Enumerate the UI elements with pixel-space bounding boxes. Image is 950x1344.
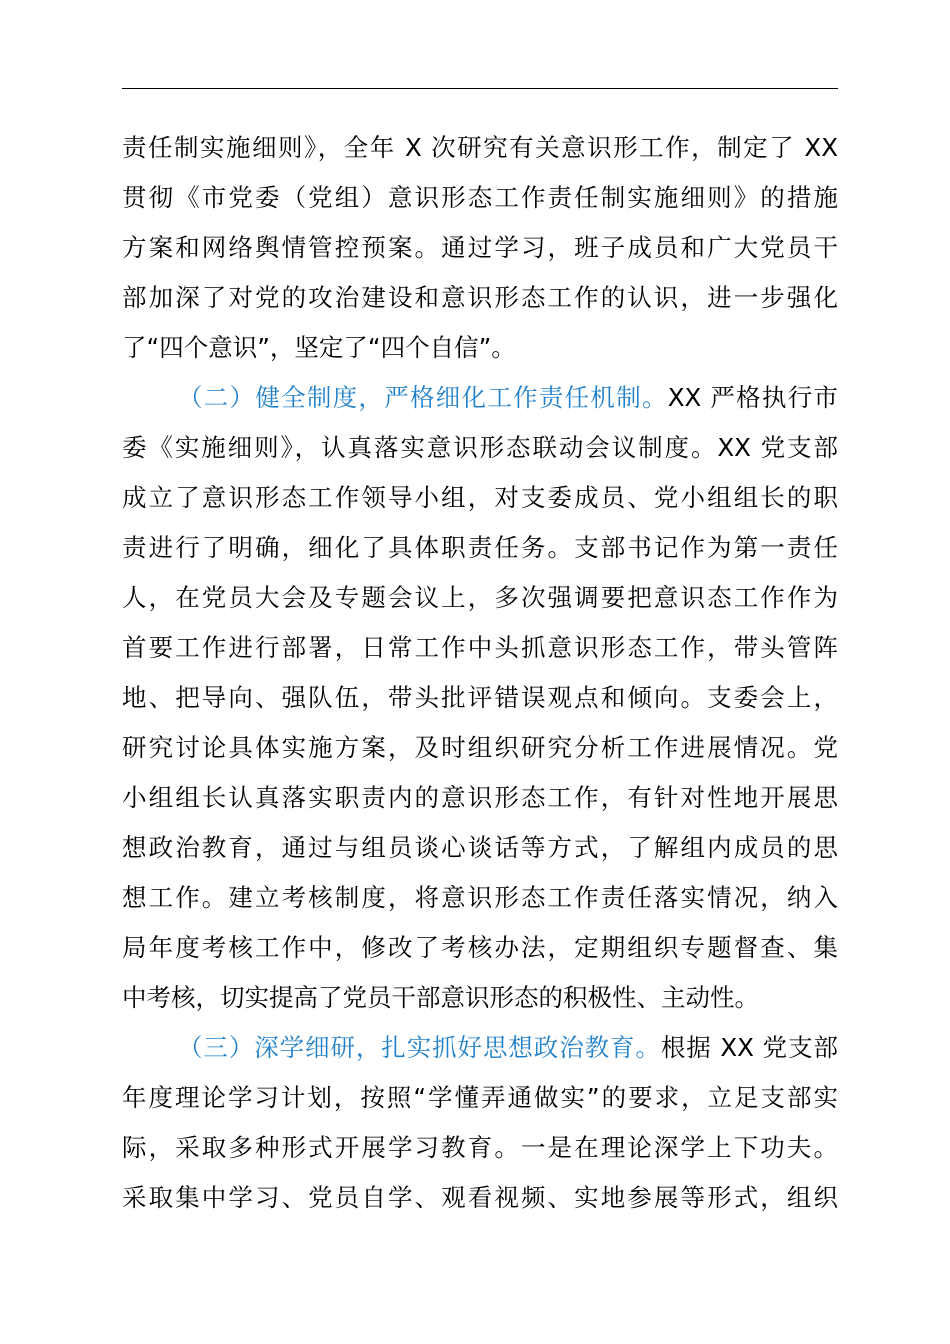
para2-line: 小组组长认真落实职责内的意识形态工作，有针对性地开展思: [122, 783, 838, 812]
para2-line: 委《实施细则》，认真落实意识形态联动会议制度。XX 党支部: [122, 433, 838, 462]
para2-line: 成立了意识形态工作领导小组，对支委成员、党小组组长的职: [122, 483, 838, 512]
section-heading-2: （二）健全制度，严格细化工作责任机制。: [178, 383, 668, 412]
para3-first-line-text: 根据 XX 党支部: [660, 1033, 838, 1062]
para2-first-line: [122, 373, 838, 423]
para3-line: 年度理论学习计划，按照“学懂弄通做实”的要求，立足支部实: [122, 1083, 838, 1112]
para1-line: 了“四个意识”，坚定了“四个自信”。: [122, 333, 516, 362]
para2-line: 想政治教育，通过与组员谈心谈话等方式，了解组内成员的思: [122, 833, 838, 862]
para2-line: 局年度考核工作中，修改了考核办法，定期组织专题督查、集: [122, 933, 838, 962]
para2-line: 责进行了明确，细化了具体职责任务。支部书记作为第一责任: [122, 533, 838, 562]
para3-line: 采取集中学习、党员自学、观看视频、实地参展等形式，组织: [122, 1183, 838, 1212]
para2-line: 人，在党员大会及专题会议上，多次强调要把意识态工作作为: [122, 583, 838, 612]
para2-line: 想工作。建立考核制度，将意识形态工作责任落实情况，纳入: [122, 883, 838, 912]
para2-line: 中考核，切实提高了党员干部意识形态的积极性、主动性。: [122, 983, 759, 1012]
para2-line: 首要工作进行部署，日常工作中头抓意识形态工作，带头管阵: [122, 633, 838, 662]
header-rule: [122, 88, 838, 89]
document-body: [122, 123, 838, 1223]
para1-line: 部加深了对党的攻治建设和意识形态工作的认识，进一步强化: [122, 283, 838, 312]
para3-first-line: [122, 1023, 838, 1073]
para2-line: 研究讨论具体实施方案，及时组织研究分析工作进展情况。党: [122, 733, 838, 762]
para2-first-line-text: XX 严格执行市: [667, 383, 838, 412]
section-heading-3: （三）深学细研，扎实抓好思想政治教育。: [178, 1033, 661, 1062]
para2-line: 地、把导向、强队伍，带头批评错误观点和倾向。支委会上，: [122, 683, 838, 712]
para1-line: 责任制实施细则》，全年 X 次研究有关意识形工作，制定了 XX: [122, 133, 838, 162]
para3-line: 际，采取多种形式开展学习教育。一是在理论深学上下功夫。: [122, 1133, 838, 1162]
para1-line: 方案和网络舆情管控预案。通过学习，班子成员和广大党员干: [122, 233, 838, 262]
para1-line: 贯彻《市党委（党组）意识形态工作责任制实施细则》的措施: [122, 183, 838, 212]
